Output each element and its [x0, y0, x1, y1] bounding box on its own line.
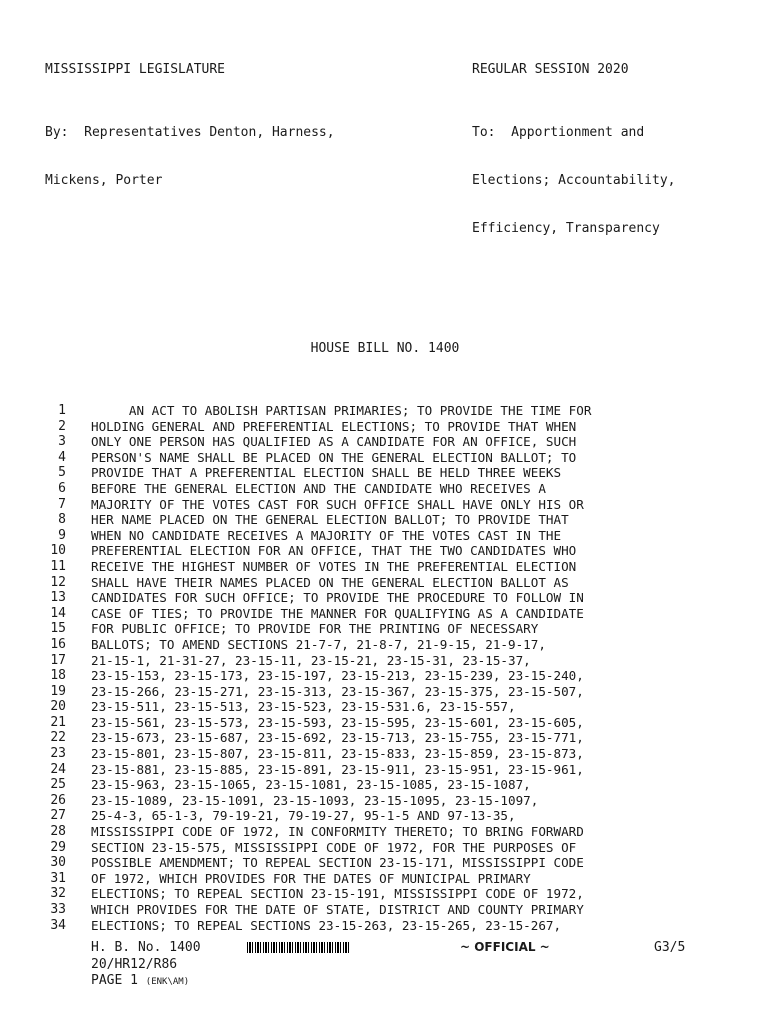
line-text: AN ACT TO ABOLISH PARTISAN PRIMARIES; TO PROVIDE THE TIME FOR: [91, 403, 592, 418]
line-text: RECEIVE THE HIGHEST NUMBER OF VOTES IN THE PREFERENTIAL ELECTION: [91, 558, 577, 574]
bill-line: [0, 730, 770, 746]
bill-line: [0, 575, 770, 591]
line-text: ELECTIONS; TO REPEAL SECTIONS 23-15-263, 23-15-265, 23-15-267,: [91, 917, 562, 933]
line-number: 28: [50, 824, 66, 840]
bill-line: [0, 668, 770, 684]
bill-line: [0, 590, 770, 606]
line-number: 2: [58, 418, 66, 434]
line-text: OF 1972, WHICH PROVIDES FOR THE DATES OF MUNICIPAL PRIMARY: [91, 870, 531, 886]
line-text: 23-15-801, 23-15-807, 23-15-811, 23-15-833, 23-15-859, 23-15-873,: [91, 746, 584, 762]
bill-line: [0, 699, 770, 715]
footer-code: G3/5: [654, 940, 686, 955]
page-number: PAGE 1: [91, 973, 138, 988]
line-number: 24: [50, 761, 66, 777]
bill-line: [0, 840, 770, 856]
line-text: HER NAME PLACED ON THE GENERAL ELECTION BALLOT; TO PROVIDE THAT: [91, 512, 569, 528]
sponsors-block: [45, 93, 335, 205]
bill-line: [0, 902, 770, 918]
bill-line: [0, 653, 770, 669]
sponsors-line-1: By: Representatives Denton, Harness,: [45, 125, 335, 140]
line-number: 22: [50, 730, 66, 746]
bill-line: [0, 543, 770, 559]
bill-line: [0, 481, 770, 497]
line-number: 32: [50, 886, 66, 902]
bill-line: [0, 715, 770, 731]
bill-line: [0, 434, 770, 450]
line-text: 23-15-881, 23-15-885, 23-15-891, 23-15-911, 23-15-951, 23-15-961,: [91, 761, 584, 777]
line-number: 27: [50, 808, 66, 824]
line-text: ONLY ONE PERSON HAS QUALIFIED AS A CANDIDATE FOR AN OFFICE, SUCH: [91, 434, 577, 450]
committee-line-1: To: Apportionment and: [472, 125, 645, 140]
line-text: WHEN NO CANDIDATE RECEIVES A MAJORITY OF THE VOTES CAST IN THE: [91, 527, 562, 543]
line-number: 26: [50, 792, 66, 808]
line-number: 8: [58, 512, 66, 528]
bill-text: [0, 403, 770, 933]
line-text: SHALL HAVE THEIR NAMES PLACED ON THE GENERAL ELECTION BALLOT AS: [91, 574, 569, 590]
bill-line: [0, 777, 770, 793]
line-number: 16: [50, 636, 66, 652]
line-text: PREFERENTIAL ELECTION FOR AN OFFICE, THAT THE TWO CANDIDATES WHO: [91, 543, 577, 559]
line-number: 3: [58, 434, 66, 450]
sponsors-line-2: Mickens, Porter: [45, 173, 163, 188]
line-number: 21: [50, 714, 66, 730]
bill-line: [0, 855, 770, 871]
line-number: 6: [58, 480, 66, 496]
line-text: MISSISSIPPI CODE OF 1972, IN CONFORMITY THERETO; TO BRING FORWARD: [91, 824, 584, 840]
line-text: ELECTIONS; TO REPEAL SECTION 23-15-191, MISSISSIPPI CODE OF 1972,: [91, 886, 584, 902]
legislature-heading: MISSISSIPPI LEGISLATURE: [45, 62, 226, 77]
committee-block: [472, 93, 676, 253]
bill-line: [0, 824, 770, 840]
official-label: ~ OFFICIAL ~: [460, 940, 550, 954]
line-text: 23-15-561, 23-15-573, 23-15-593, 23-15-595, 23-15-601, 23-15-605,: [91, 714, 584, 730]
footer-doc-id: 20/HR12/R86: [91, 957, 178, 972]
bill-line: [0, 450, 770, 466]
line-number: 10: [50, 543, 66, 559]
line-text: PERSON'S NAME SHALL BE PLACED ON THE GENERAL ELECTION BALLOT; TO: [91, 449, 577, 465]
bill-line: [0, 684, 770, 700]
line-text: BEFORE THE GENERAL ELECTION AND THE CANDIDATE WHO RECEIVES A: [91, 480, 546, 496]
line-text: CASE OF TIES; TO PROVIDE THE MANNER FOR QUALIFYING AS A CANDIDATE: [91, 605, 584, 621]
line-text: POSSIBLE AMENDMENT; TO REPEAL SECTION 23-15-171, MISSISSIPPI CODE: [91, 855, 584, 871]
bill-line: [0, 762, 770, 778]
line-number: 17: [50, 652, 66, 668]
bill-line: [0, 793, 770, 809]
line-text: 25-4-3, 65-1-3, 79-19-21, 79-19-27, 95-1-5 AND 97-13-35,: [91, 808, 516, 824]
line-number: 20: [50, 699, 66, 715]
line-number: 25: [50, 777, 66, 793]
bill-line: [0, 621, 770, 637]
line-number: 33: [50, 902, 66, 917]
line-text: 23-15-673, 23-15-687, 23-15-692, 23-15-713, 23-15-755, 23-15-771,: [91, 730, 584, 746]
line-text: FOR PUBLIC OFFICE; TO PROVIDE FOR THE PRINTING OF NECESSARY: [91, 621, 539, 637]
line-number: 5: [58, 465, 66, 481]
line-number: 12: [50, 574, 66, 590]
page-note: (ENK\AM): [145, 977, 190, 987]
line-text: PROVIDE THAT A PREFERENTIAL ELECTION SHALL BE HELD THREE WEEKS: [91, 465, 562, 481]
footer-bill-ref: H. B. No. 1400: [91, 940, 201, 955]
committee-line-3: Efficiency, Transparency: [472, 221, 660, 236]
line-text: MAJORITY OF THE VOTES CAST FOR SUCH OFFICE SHALL HAVE ONLY HIS OR: [91, 496, 584, 512]
bill-line: [0, 419, 770, 435]
line-number: 11: [50, 558, 66, 574]
bill-line: [0, 512, 770, 528]
line-text: HOLDING GENERAL AND PREFERENTIAL ELECTIONS; TO PROVIDE THAT WHEN: [91, 418, 577, 434]
line-number: 15: [50, 621, 66, 637]
barcode-image: [247, 942, 351, 953]
line-number: 29: [50, 839, 66, 855]
line-text: 23-15-1089, 23-15-1091, 23-15-1093, 23-15-1095, 23-15-1097,: [91, 792, 539, 808]
line-number: 31: [50, 870, 66, 886]
bill-line: [0, 403, 770, 419]
line-text: 23-15-153, 23-15-173, 23-15-197, 23-15-213, 23-15-239, 23-15-240,: [91, 668, 584, 684]
line-number: 30: [50, 855, 66, 871]
line-text: 23-15-266, 23-15-271, 23-15-313, 23-15-367, 23-15-375, 23-15-507,: [91, 683, 584, 699]
line-text: CANDIDATES FOR SUCH OFFICE; TO PROVIDE THE PROCEDURE TO FOLLOW IN: [91, 590, 584, 606]
bill-line: [0, 746, 770, 762]
line-number: 1: [58, 403, 66, 418]
bill-line: [0, 559, 770, 575]
bill-line: [0, 637, 770, 653]
session-heading: REGULAR SESSION 2020: [472, 62, 629, 77]
line-number: 9: [58, 527, 66, 543]
line-number: 14: [50, 605, 66, 621]
bill-line: [0, 918, 770, 934]
line-number: 13: [50, 590, 66, 606]
bill-line: [0, 886, 770, 902]
line-number: 18: [50, 668, 66, 684]
line-number: 34: [50, 917, 66, 933]
bill-line: [0, 497, 770, 513]
line-text: 23-15-511, 23-15-513, 23-15-523, 23-15-531.6, 23-15-557,: [91, 699, 516, 715]
committee-line-2: Elections; Accountability,: [472, 173, 676, 188]
bill-line: [0, 808, 770, 824]
bill-line: [0, 871, 770, 887]
line-text: 23-15-963, 23-15-1065, 23-15-1081, 23-15-1085, 23-15-1087,: [91, 777, 531, 793]
line-text: SECTION 23-15-575, MISSISSIPPI CODE OF 1972, FOR THE PURPOSES OF: [91, 839, 577, 855]
bill-line: [0, 465, 770, 481]
line-number: 19: [50, 683, 66, 699]
line-text: BALLOTS; TO AMEND SECTIONS 21-7-7, 21-8-7, 21-9-15, 21-9-17,: [91, 636, 546, 652]
bill-title: HOUSE BILL NO. 1400: [310, 341, 460, 356]
footer-page: [91, 973, 189, 988]
line-number: 4: [58, 449, 66, 465]
line-text: WHICH PROVIDES FOR THE DATE OF STATE, DISTRICT AND COUNTY PRIMARY: [91, 902, 584, 917]
line-text: 21-15-1, 21-31-27, 23-15-11, 23-15-21, 23-15-31, 23-15-37,: [91, 652, 531, 668]
bill-line: [0, 606, 770, 622]
line-number: 7: [58, 496, 66, 512]
line-number: 23: [50, 746, 66, 762]
bill-line: [0, 528, 770, 544]
